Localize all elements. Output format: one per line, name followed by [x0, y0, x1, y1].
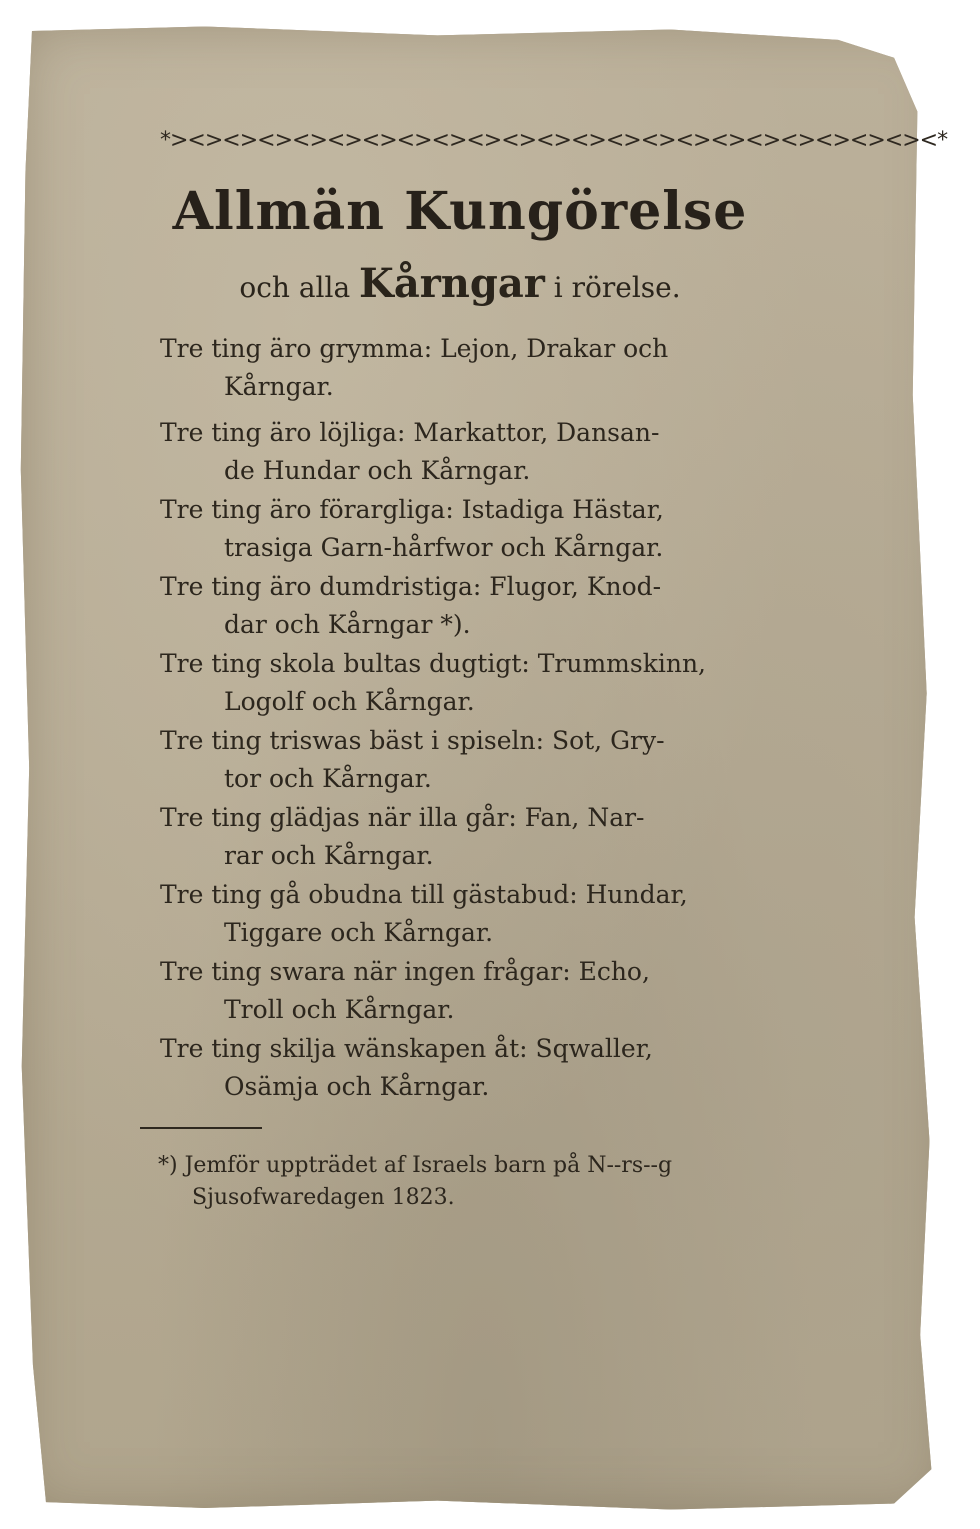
verse [160, 645, 760, 722]
verse-line: Tiggare och Kårngar. [224, 918, 494, 947]
verse-line: tor och Kårngar. [224, 764, 432, 793]
verse [160, 722, 760, 799]
footnote-line: Sjusofwaredagen 1823. [192, 1185, 455, 1210]
verse [160, 330, 760, 414]
verse-line: Tre ting äro förargliga: Istadiga Hästar, [160, 495, 664, 524]
verse-line: Osämja och Kårngar. [224, 1072, 490, 1101]
verse-line: Tre ting glädjas när illa går: Fan, Nar- [160, 803, 645, 832]
verse-line: Logolf och Kårngar. [224, 687, 475, 716]
verse-line: Tre ting swara när ingen frågar: Echo, [160, 957, 650, 986]
verse-line: Troll och Kårngar. [224, 995, 455, 1024]
verse-line: de Hundar och Kårngar. [224, 456, 531, 485]
page-title: Allmän Kungörelse [172, 181, 748, 242]
verse-line: Tre ting äro löjliga: Markattor, Dansan- [160, 418, 660, 447]
verse-line: Tre ting skola bultas dugtigt: Trummskinn, [160, 649, 706, 678]
subtitle-emphasis: Kårngar [359, 260, 545, 307]
verse-line: Tre ting äro grymma: Lejon, Drakar och [160, 334, 669, 363]
verse [160, 1030, 760, 1107]
verse [160, 491, 760, 568]
verse-line: Tre ting skilja wänskapen åt: Sqwaller, [160, 1034, 653, 1063]
verse-line: dar och Kårngar *). [224, 610, 471, 639]
subtitle-pre: och alla [239, 271, 360, 304]
verse-line: Tre ting äro dumdristiga: Flugor, Knod- [160, 572, 662, 601]
verse-line: Tre ting triswas bäst i spiseln: Sot, Gry- [160, 726, 665, 755]
verse-list [160, 330, 760, 1107]
footnote [158, 1150, 778, 1214]
verse-line: Tre ting gå obudna till gästabud: Hundar, [160, 880, 688, 909]
verse [160, 953, 760, 1030]
footnote-divider [140, 1127, 262, 1129]
verse-line: trasiga Garn-hårfwor och Kårngar. [224, 533, 664, 562]
subtitle [150, 262, 770, 310]
verse [160, 876, 760, 953]
verse-line: Kårngar. [224, 372, 334, 401]
footnote-line: *) Jemför uppträdet af Israels barn på N--rs--g [158, 1153, 673, 1178]
verse [160, 799, 760, 876]
verse [160, 414, 760, 491]
verse [160, 568, 760, 645]
verse-line: rar och Kårngar. [224, 841, 434, 870]
subtitle-post: i rörelse. [544, 271, 681, 304]
ornamental-border: *><><><><><><><><><><><><><><><><><><><><><><* [160, 128, 948, 153]
